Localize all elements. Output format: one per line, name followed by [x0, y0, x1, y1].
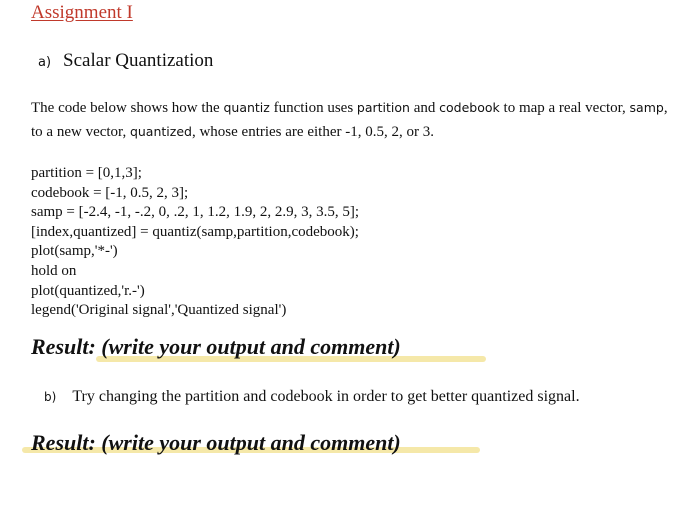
- keyword-partition: partition: [356, 100, 410, 115]
- code-line: [index,quantized] = quantiz(samp,partition,codebook);: [31, 223, 359, 240]
- code-line: codebook = [-1, 0.5, 2, 3];: [31, 184, 189, 201]
- keyword-quantiz: quantiz: [223, 100, 270, 115]
- section-a-heading: [38, 50, 213, 72]
- keyword-samp: samp: [629, 100, 664, 115]
- assignment-title: Assignment I: [31, 2, 133, 23]
- result-b-prompt: Result: (write your output and comment): [31, 430, 401, 455]
- code-line: hold on: [31, 262, 77, 279]
- intro-text-4: to map a real vector,: [499, 100, 630, 116]
- section-a-title: Scalar Quantization: [63, 50, 214, 71]
- result-a-prompt: Result: (write your output and comment): [31, 334, 401, 359]
- code-line: plot(samp,'*-'): [31, 243, 118, 260]
- code-line: legend('Original signal','Quantized signal'): [31, 302, 287, 319]
- intro-text-2: function uses: [269, 100, 357, 116]
- keyword-codebook: codebook: [439, 100, 500, 115]
- section-b-marker: b): [44, 390, 57, 404]
- intro-text-3: and: [409, 100, 440, 116]
- code-block: [31, 164, 359, 321]
- intro-text-6: , whose entries are either -1, 0.5, 2, or 3.: [191, 124, 434, 140]
- section-b-text: [44, 388, 580, 406]
- code-line: plot(quantized,'r.-'): [31, 282, 145, 299]
- section-a-marker: a): [38, 55, 52, 70]
- code-line: partition = [0,1,3];: [31, 165, 142, 181]
- intro-text-1: The code below shows how the: [31, 100, 224, 116]
- intro-text-5: , to a new vector,: [31, 100, 668, 140]
- keyword-quantized: quantized: [129, 124, 192, 139]
- code-line: samp = [-2.4, -1, -.2, 0, .2, 1, 1.2, 1.9, 2, 2.9, 3, 3.5, 5];: [31, 204, 360, 221]
- intro-paragraph: [31, 96, 671, 144]
- section-b-instruction: Try changing the partition and codebook in order to get better quantized signal.: [72, 388, 580, 405]
